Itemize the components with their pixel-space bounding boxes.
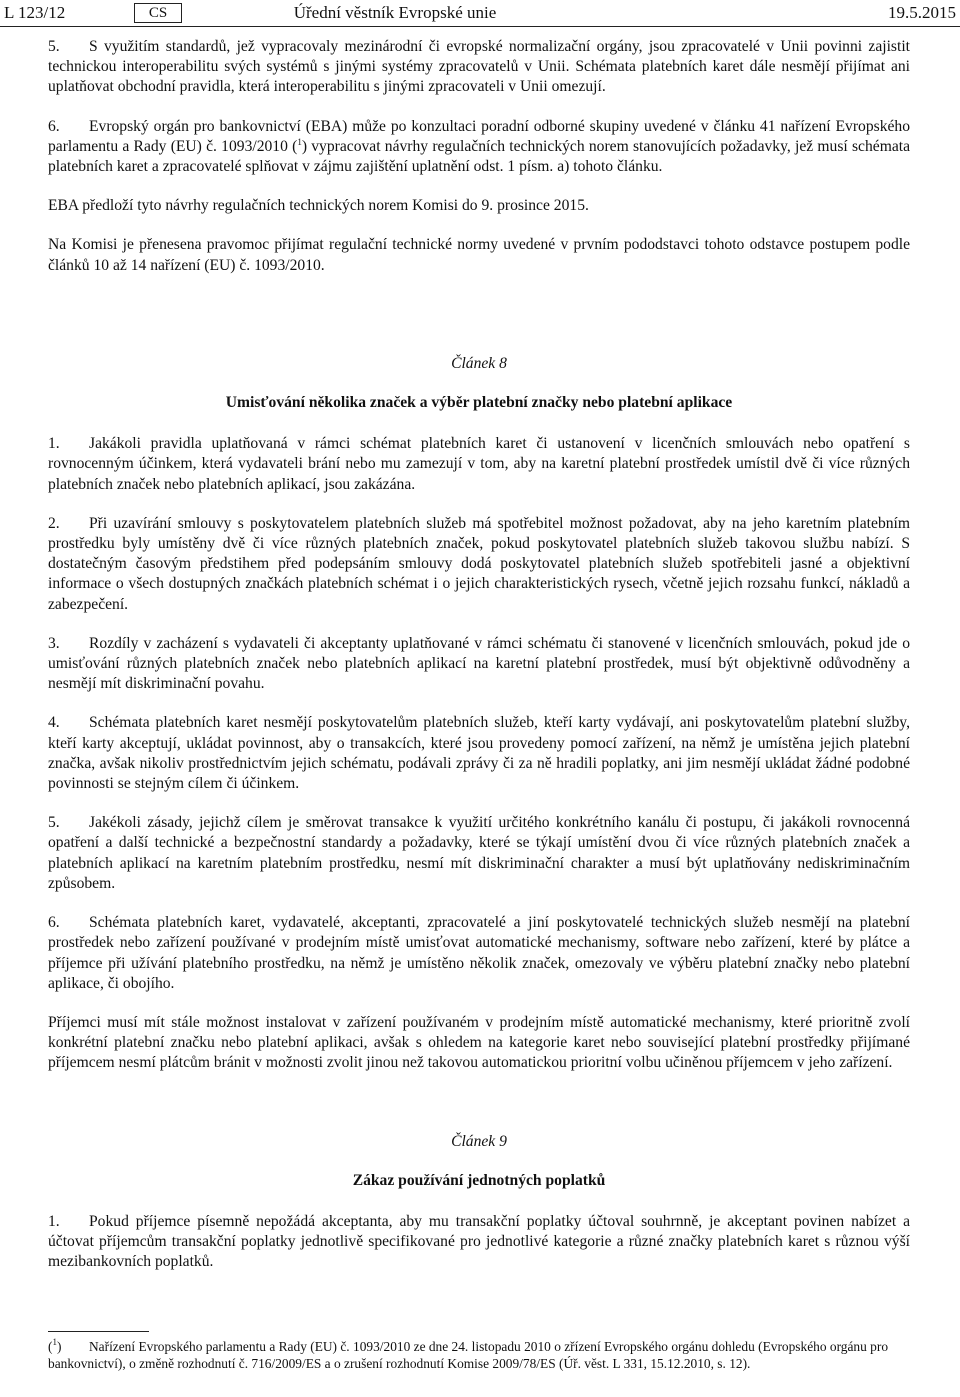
footnote-separator: [48, 1331, 149, 1332]
paragraph-text: Schémata platebních karet, vydavatelé, akceptanti, zpracovatelé a jiní poskytovatelé technických služeb nesmějí na platební prostředek nebo zařízení používané v prodejním místě umisťovat automatické mechanismy, software nebo zařízení, které by plátce a příjemce při užívání platebního prostředku, na němž je umístěno několik značek, omezovaly ve výběru platební značky nebo platební aplikace, či obojího.: [48, 914, 910, 992]
art8-paragraph-5: [48, 813, 910, 894]
art7-paragraph-5: [48, 37, 910, 98]
article-8-title: Umisťování několika značek a výběr platební značky nebo platební aplikace: [225, 394, 733, 412]
paragraph-number: 6.: [48, 117, 60, 135]
paragraph-number: 5.: [48, 38, 60, 55]
paragraph-number: 6.: [48, 914, 60, 932]
paragraph-text: Pokud příjemce písemně nepožádá akceptanta, aby mu transakční poplatky účtoval souhrnně, je akceptant povinen nabízet a účtovat příjemcům transakční poplatky jednotlivě specifikované pro jednotlivé kategorie a různé značky platebních karet s různou výší mezibankovních poplatků.: [48, 1212, 910, 1271]
footnote-reference: 1: [297, 136, 302, 147]
publication-date: 19.5.2015: [888, 3, 956, 22]
art8-paragraph-6-subparagraph: Příjemci musí mít stále možnost instalovat v zařízení používaném v prodejním místě automatické mechanismy, které prioritně zvolí konkrétní platební značku nebo platební aplikaci, avšak s ohledem na kategorie karet nebo související platební prostředky přijímané příjemcem nesmí plátcům bránit v možnosti zvolit jinou než takovou automatickou prioritní volbu učiněnou příjemcem v jeho zařízení.: [48, 1013, 910, 1072]
paragraph-number: 2.: [48, 514, 60, 532]
art7-paragraph-6-subparagraph: EBA předloží tyto návrhy regulačních technických norem Komisi do 9. prosince 2015.: [48, 197, 589, 215]
paragraph-number: 4.: [48, 714, 60, 732]
journal-title: Úřední věstník Evropské unie: [293, 3, 497, 22]
paragraph-text: S využitím standardů, jež vypracovaly mezinárodní či evropské normalizační orgány, jsou zpracovatelé v Unii povinni zajistit technickou interoperabilitu svých systémů s jinými systémy zpracovatelů v Unii. Schémata platebních karet dále nesmějí přijímat ani uplatňovat obchodní pravidla, která interoperabilitu s jinými zpracovateli v Unii omezují.: [48, 38, 910, 96]
art7-paragraph-6: [48, 117, 910, 178]
paragraph-text-cont: ) vypracovat návrhy regulačních technických norem stanovujících požadavky, jež musí schémata platebních karet a zpracovatelé splňovat v zájmu zajištění uplatnění odst. 1 písm. a) tohoto článku.: [48, 137, 911, 176]
page-header: [0, 0, 960, 27]
art8-paragraph-6: [48, 913, 910, 994]
art8-paragraph-4: [48, 713, 910, 794]
article-9-label: Článek 9: [451, 1132, 507, 1150]
footnote: [48, 1338, 910, 1372]
paragraph-text: Jakékoli zásady, jejichž cílem je směrovat transakce k využití určitého konkrétního kanálu či postupu, či jakákoli rovnocenná opatření a další technické a bezpečnostní standardy a požadavky, které se týkají umístění dvou či více různých platebních značek a platebních aplikací na karetním platebním prostředku, nesmí mít diskriminační charakter a musí být uplatňovány nediskriminačním způsobem.: [48, 814, 910, 892]
paragraph-number: 1.: [48, 1212, 60, 1230]
footnote-mark: ($^1$): [48, 1337, 62, 1354]
art8-paragraph-2: [48, 514, 910, 615]
article-9-title: Zákaz používání jednotných poplatků: [352, 1171, 606, 1189]
paragraph-text: Schémata platebních karet nesmějí poskytovatelům platebních služeb, kteří karty vydávají, ani poskytovatelům platební služby, kteří karty akceptují, ukládat povinnost, aby o transakcích, které jsou provedeny pomocí zařízení, na němž je umístěna jejich platební značka, avšak nikoliv prostřednictvím jejich schématu, podávali zprávy či za ně hradili poplatky, ani jim nesmějí ukládat žádné podobné povinnosti se stejným cílem či účinkem.: [48, 714, 910, 793]
document-body: [48, 37, 910, 1273]
paragraph-number: 1.: [48, 435, 60, 453]
paragraph-number: 3.: [48, 634, 60, 652]
paragraph-text: Evropský orgán pro bankovnictví (EBA) může po konzultaci poradní odborné skupiny uvedené v článku 41 nařízení Evropského parlamentu a Rady (EU) č. 1093/2010 (: [48, 117, 910, 155]
art9-paragraph-1: [48, 1212, 910, 1273]
paragraph-text: Rozdíly v zacházení s vydavateli či akceptanty uplatňované v rámci schématu či stanovené v licenčních smlouvách, pokud jde o umisťování různých platebních značek nebo platebních aplikací na karetní platební prostředek, musí být objektivně odůvodněny a nesmějí mít diskriminační povahu.: [48, 634, 910, 693]
language-code-box: CS: [134, 3, 182, 23]
article-8-label: Článek 8: [451, 354, 507, 372]
paragraph-number: 5.: [48, 814, 60, 832]
paragraph-text: Jakákoli pravidla uplatňovaná v rámci schémat platebních karet či ustanovení v licenčních smlouvách nebo opatření s rovnocenným účinkem, která vydavateli brání nebo mu zamezují v tom, aby na karetní platební prostředek umístil dvě či více různých platebních značek nebo platebních aplikací, jsou zakázána.: [48, 435, 910, 493]
art8-paragraph-1: [48, 434, 910, 495]
art8-paragraph-3: [48, 634, 910, 695]
paragraph-text: Při uzavírání smlouvy s poskytovatelem platebních služeb má spotřebitel možnost požadovat, aby na jeho karetním platebním prostředku byly umístěny dvě či více různých platebních značek, pokud poskytovatel platebních služeb takovou službu nabízí. S dostatečným časovým předstihem před podepsáním smlouvy dodá poskytovatel platebních služeb spotřebiteli jasné a objektivní informace o všech dostupných značkách platebních schémat i o jejich charakteristických rysech, včetně jejich rozsahu funkcí, nákladů a zabezpečení.: [48, 514, 910, 613]
art7-paragraph-6-subparagraph: Na Komisi je přenesena pravomoc přijímat regulační technické normy uvedené v prvním pododstavci tohoto odstavce postupem podle článků 10 až 14 nařízení (EU) č. 1093/2010.: [48, 236, 910, 274]
footnote-text: Nařízení Evropského parlamentu a Rady (EU) č. 1093/2010 ze dne 24. listopadu 2010 o zřízení Evropského orgánu dohledu (Evropského orgánu pro bankovnictví), o změně rozhodnutí č. 716/2009/ES a o zrušení rozhodnutí Komise 2009/78/ES (Úř. věst. L 331, 15.12.2010, s. 12).: [48, 1339, 889, 1371]
page-reference: L 123/12: [4, 3, 66, 22]
